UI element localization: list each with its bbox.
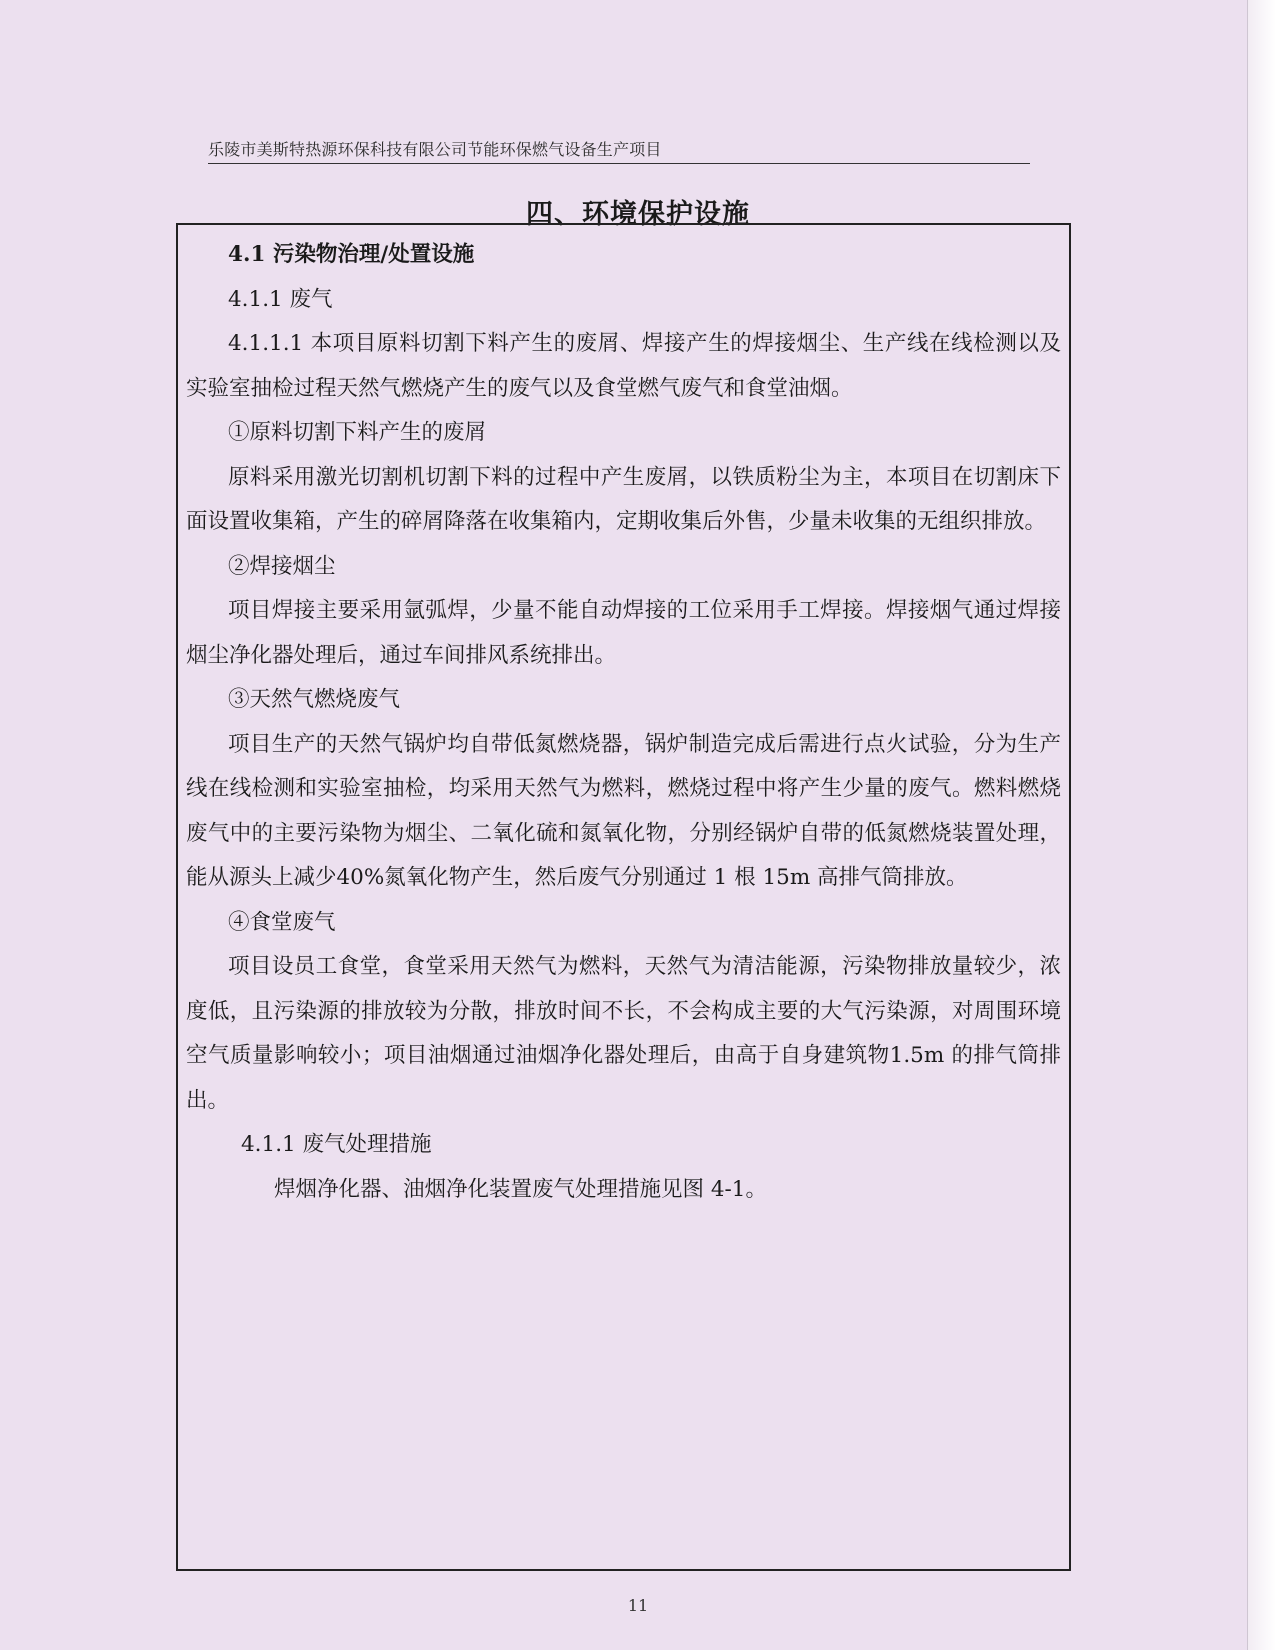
subheading-welding-fume: ②焊接烟尘 xyxy=(228,553,336,579)
paragraph-canteen-exhaust: 项目设员工食堂，食堂采用天然气为燃料，天然气为清洁能源，污染物排放量较少，浓度低，且污染源的排放较为分散，排放时间不长，不会构成主要的大气污染源，对周围环境空气质量影响较小；项目油烟通过油烟净化器处理后，由高于自身建筑物1.5m 的排气筒排出。 xyxy=(186,954,1061,1113)
subheading-canteen-exhaust: ④食堂废气 xyxy=(228,909,336,935)
paragraph-4-1-1-1: 4.1.1.1 本项目原料切割下料产生的废屑、焊接产生的焊接烟尘、生产线在线检测以及实验室抽检过程天然气燃烧产生的废气以及食堂燃气废气和食堂油烟。 xyxy=(186,331,1061,401)
heading-4-1: 4.1 污染物治理/处置设施 xyxy=(228,242,475,267)
heading-4-1-1: 4.1.1 废气 xyxy=(228,286,333,312)
page-header: 乐陵市美斯特热源环保科技有限公司节能环保燃气设备生产项目 xyxy=(208,137,1030,164)
paragraph-cutting-waste: 原料采用激光切割机切割下料的过程中产生废屑，以铁质粉尘为主，本项目在切割床下面设置收集箱，产生的碎屑降落在收集箱内，定期收集后外售，少量未收集的无组织排放。 xyxy=(186,464,1061,534)
paragraph-exhaust-measures: 焊烟净化器、油烟净化装置废气处理措施见图 4-1。 xyxy=(274,1176,767,1202)
page-edge xyxy=(1247,0,1276,1650)
heading-exhaust-measures: 4.1.1 废气处理措施 xyxy=(241,1132,432,1157)
paragraph-welding-fume: 项目焊接主要采用氩弧焊，少量不能自动焊接的工位采用手工焊接。焊接烟气通过焊接烟尘净化器处理后，通过车间排风系统排出。 xyxy=(186,598,1061,668)
subheading-cutting-waste: ①原料切割下料产生的废屑 xyxy=(228,420,487,445)
page-number: 11 xyxy=(627,1596,649,1615)
subheading-gas-combustion: ③天然气燃烧废气 xyxy=(228,687,401,712)
paragraph-gas-combustion: 项目生产的天然气锅炉均自带低氮燃烧器，锅炉制造完成后需进行点火试验，分为生产线在线检测和实验室抽检，均采用天然气为燃料，燃烧过程中将产生少量的废气。燃料燃烧废气中的主要污染物为烟尘、二氧化硫和氮氧化物，分别经锅炉自带的低氮燃烧装置处理，能从源头上减少40%氮氧化物产生，然后废气分别通过 1 根 15m 高排气筒排放。 xyxy=(186,731,1061,890)
content-frame xyxy=(176,223,1071,1571)
section-title: 四、环境保护设施 xyxy=(526,199,750,230)
content-body xyxy=(178,225,1069,1212)
